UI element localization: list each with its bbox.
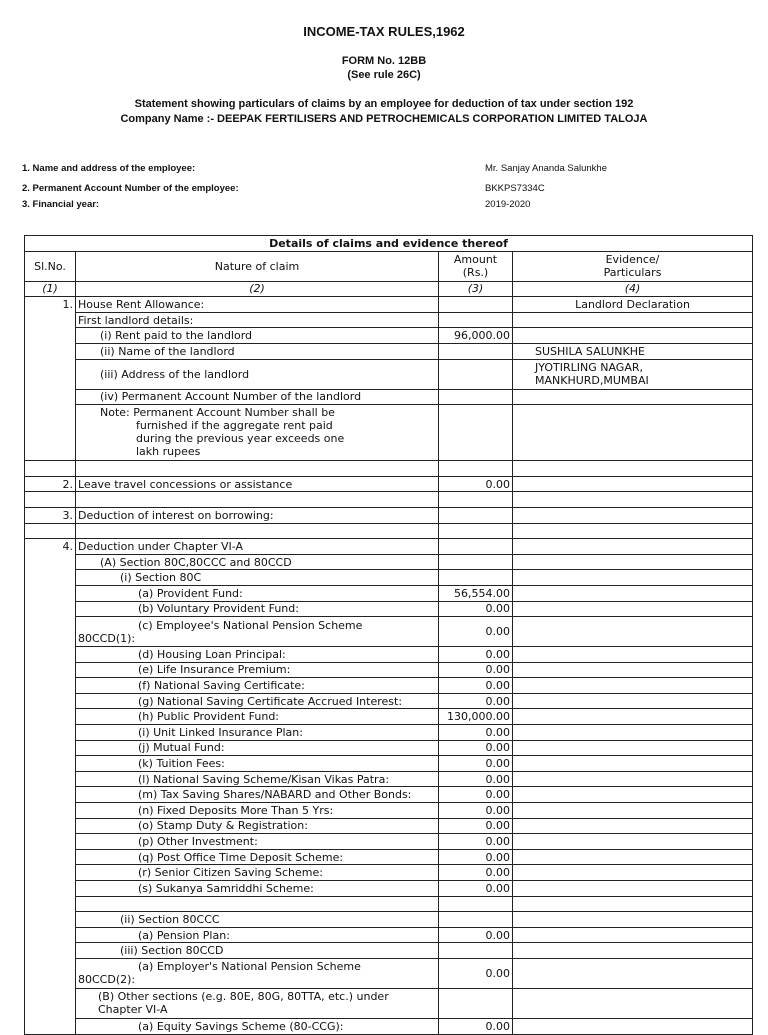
table-row: [25, 312, 753, 328]
table-row: [25, 943, 753, 959]
row-sl: 2.: [25, 476, 76, 492]
row-label: (j) Mutual Fund:: [76, 740, 439, 756]
table-caption-row: [25, 236, 753, 252]
row-label: (o) Stamp Duty & Registration:: [76, 818, 439, 834]
row-label: (p) Other Investment:: [76, 834, 439, 850]
row-amount: 0.00: [439, 834, 513, 850]
row-label: [76, 958, 439, 988]
table-row: [25, 709, 753, 725]
table-row: [25, 725, 753, 741]
row-label: First landlord details:: [76, 312, 439, 328]
row-label: (r) Senior Citizen Saving Scheme:: [76, 865, 439, 881]
note-row: [25, 405, 753, 461]
table-row: [25, 834, 753, 850]
row-label: (B) Other sections (e.g. 80E, 80G, 80TTA, etc.) under Chapter VI-A: [76, 988, 439, 1018]
table-row: [25, 927, 753, 943]
table-row: [25, 740, 753, 756]
form-number: FORM No. 12BB: [341, 55, 427, 67]
company-name: Company Name :- DEEPAK FERTILISERS AND PETROCHEMICALS CORPORATION LIMITED TALOJA: [120, 113, 648, 125]
row-label: (iii) Section 80CCD: [76, 943, 439, 959]
row-label: (iv) Permanent Account Number of the landlord: [76, 389, 439, 405]
row-label: Leave travel concessions or assistance: [76, 476, 439, 492]
table-header-row: [25, 251, 753, 281]
row-amount: 0.00: [439, 927, 513, 943]
row-label-line: 80CCD(2):: [78, 973, 136, 987]
row-amount: 0.00: [439, 849, 513, 865]
row-evidence: Landlord Declaration: [513, 297, 753, 313]
table-row: [25, 617, 753, 647]
row-label: (q) Post Office Time Deposit Scheme:: [76, 849, 439, 865]
row-sl: 1.: [25, 297, 76, 313]
row-amount: 0.00: [439, 787, 513, 803]
col-num-4: (4): [513, 281, 753, 297]
row-label: (m) Tax Saving Shares/NABARD and Other Bonds:: [76, 787, 439, 803]
row-label: (A) Section 80C,80CCC and 80CCD: [76, 554, 439, 570]
note-line: furnished if the aggregate rent paid: [136, 419, 333, 433]
row-label: [76, 617, 439, 647]
row-label: (l) National Saving Scheme/Kisan Vikas Patra:: [76, 771, 439, 787]
table-row: [25, 554, 753, 570]
row-label: Deduction of interest on borrowing:: [76, 507, 439, 523]
note-line: lakh rupees: [136, 445, 201, 459]
employee-name-label: 1. Name and address of the employee:: [22, 163, 196, 174]
row-label: (iii) Address of the landlord: [76, 359, 439, 389]
row-amount: 0.00: [439, 662, 513, 678]
table-row: [25, 601, 753, 617]
row-amount: 0.00: [439, 678, 513, 694]
row-label: (b) Voluntary Provident Fund:: [76, 601, 439, 617]
table-row: [25, 678, 753, 694]
row-label: (e) Life Insurance Premium:: [76, 662, 439, 678]
form-title: INCOME-TAX RULES,1962: [303, 24, 465, 39]
row-amount: 0.00: [439, 601, 513, 617]
table-row: [25, 662, 753, 678]
note-line: Note: Permanent Account Number shall be: [100, 406, 335, 420]
table-row: [25, 539, 753, 555]
statement-heading: Statement showing particulars of claims by an employee for deduction of tax under section 192: [134, 98, 634, 110]
row-label: (i) Unit Linked Insurance Plan:: [76, 725, 439, 741]
row-amount: 130,000.00: [439, 709, 513, 725]
claims-table: [24, 235, 753, 1035]
row-amount: 0.00: [439, 476, 513, 492]
row-amount: 0.00: [439, 881, 513, 897]
table-row: [25, 849, 753, 865]
table-caption: Details of claims and evidence thereof: [25, 236, 753, 252]
row-label: (ii) Name of the landlord: [76, 343, 439, 359]
row-amount: 0.00: [439, 865, 513, 881]
row-label-line: 80CCD(1):: [78, 631, 136, 645]
employee-pan-value: BKKPS7334C: [485, 183, 545, 194]
header-amount: Amount (Rs.): [439, 251, 513, 281]
financial-year-value: 2019-2020: [485, 199, 531, 210]
table-row: [25, 585, 753, 601]
table-row: [25, 328, 753, 344]
table-row: [25, 771, 753, 787]
row-amount: 0.00: [439, 771, 513, 787]
table-row: [25, 881, 753, 897]
table-row: [25, 865, 753, 881]
row-amount: 0.00: [439, 803, 513, 819]
table-row: [25, 570, 753, 586]
col-num-1: (1): [25, 281, 76, 297]
table-row: [25, 803, 753, 819]
header-evidence: Evidence/ Particulars: [513, 251, 753, 281]
row-amount: [439, 297, 513, 313]
row-label: (d) Housing Loan Principal:: [76, 647, 439, 663]
row-label: House Rent Allowance:: [76, 297, 439, 313]
row-sl: 4.: [25, 539, 76, 555]
row-label: (s) Sukanya Samriddhi Scheme:: [76, 881, 439, 897]
row-label: (n) Fixed Deposits More Than 5 Yrs:: [76, 803, 439, 819]
row-amount: 0.00: [439, 756, 513, 772]
blank-row: [25, 492, 753, 508]
employee-name-value: Mr. Sanjay Ananda Salunkhe: [485, 163, 608, 174]
row-amount: 0.00: [439, 740, 513, 756]
row-label: (ii) Section 80CCC: [76, 912, 439, 928]
row-amount: 0.00: [439, 818, 513, 834]
row-label: (i) Section 80C: [76, 570, 439, 586]
row-amount: 56,554.00: [439, 585, 513, 601]
header-slno: Sl.No.: [25, 251, 76, 281]
header-nature: Nature of claim: [76, 251, 439, 281]
row-label-line: (a) Employer's National Pension Scheme: [138, 960, 361, 974]
col-num-3: (3): [439, 281, 513, 297]
table-row: [25, 912, 753, 928]
row-amount: 0.00: [439, 958, 513, 988]
row-amount: 0.00: [439, 617, 513, 647]
blank-row: [25, 896, 753, 912]
rule-reference: (See rule 26C): [347, 69, 421, 81]
note-line: during the previous year exceeds one: [136, 432, 345, 446]
table-row: [25, 343, 753, 359]
row-amount: 0.00: [439, 1018, 513, 1034]
table-row: [25, 693, 753, 709]
row-label: (i) Rent paid to the landlord: [76, 328, 439, 344]
table-row: [25, 647, 753, 663]
landlord-name: SUSHILA SALUNKHE: [513, 343, 753, 359]
col-num-2: (2): [76, 281, 439, 297]
table-row: [25, 958, 753, 988]
blank-row: [25, 523, 753, 539]
column-number-row: [25, 281, 753, 297]
table-row: [25, 818, 753, 834]
blank-row: [25, 461, 753, 477]
table-row: [25, 297, 753, 313]
table-row: [25, 507, 753, 523]
row-amount: 96,000.00: [439, 328, 513, 344]
table-row: [25, 988, 753, 1018]
landlord-note: [76, 405, 439, 461]
row-label: (k) Tuition Fees:: [76, 756, 439, 772]
row-sl: 3.: [25, 507, 76, 523]
row-amount: 0.00: [439, 647, 513, 663]
table-row: [25, 476, 753, 492]
table-row: [25, 359, 753, 389]
employee-pan-label: 2. Permanent Account Number of the employee:: [22, 183, 239, 194]
row-label: (h) Public Provident Fund:: [76, 709, 439, 725]
row-amount: 0.00: [439, 725, 513, 741]
row-label: Deduction under Chapter VI-A: [76, 539, 439, 555]
row-label: (a) Provident Fund:: [76, 585, 439, 601]
row-label-line: (c) Employee's National Pension Scheme: [138, 618, 363, 632]
table-row: [25, 787, 753, 803]
table-row: [25, 389, 753, 405]
financial-year-label: 3. Financial year:: [22, 199, 100, 210]
row-amount: 0.00: [439, 693, 513, 709]
table-row: [25, 756, 753, 772]
row-label: (a) Equity Savings Scheme (80-CCG):: [76, 1018, 439, 1034]
row-label: (f) National Saving Certificate:: [76, 678, 439, 694]
row-label: (a) Pension Plan:: [76, 927, 439, 943]
row-label: (g) National Saving Certificate Accrued Interest:: [76, 693, 439, 709]
table-row: [25, 1018, 753, 1034]
landlord-address: JYOTIRLING NAGAR, MANKHURD,MUMBAI: [513, 359, 753, 389]
